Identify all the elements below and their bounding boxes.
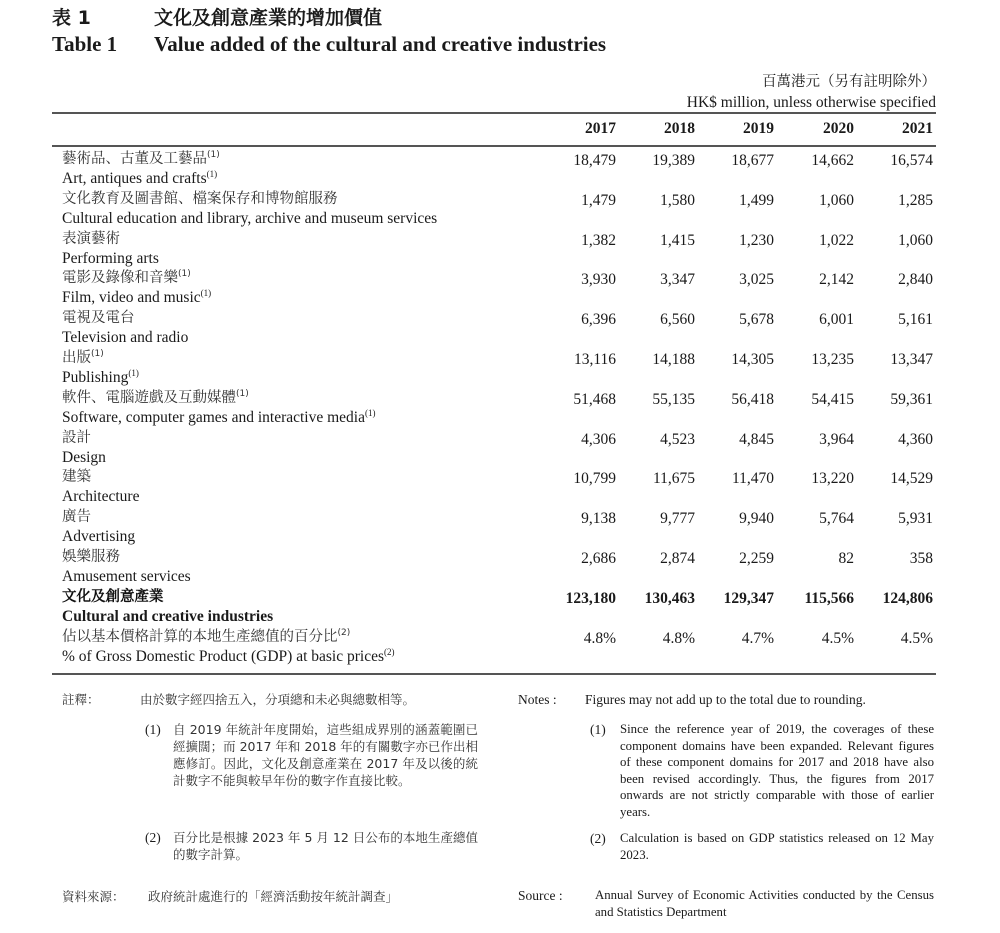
row-label-en: [62, 408, 376, 428]
row-label-zh-text: 建築: [62, 469, 91, 486]
cell-2017: 13,116: [573, 351, 616, 368]
row-label-en-text: Design: [62, 448, 106, 466]
table-row: [0, 467, 1000, 507]
cell-2020: 82: [838, 550, 854, 567]
cell-2017: 4.8%: [583, 629, 616, 647]
row-label-zh: [62, 627, 350, 647]
cell-2021: 14,529: [890, 470, 933, 488]
note1-mark-en: (1): [590, 722, 606, 737]
cell-2021: 5,161: [898, 311, 933, 329]
cell-2017: 6,396: [581, 311, 616, 329]
table-row: [0, 348, 1000, 388]
row-label-zh-text: 軟件、電腦遊戲及互動媒體: [62, 389, 236, 406]
source-label-en: Source :: [518, 888, 563, 903]
table-row: [0, 268, 1000, 308]
cell-2021: 16,574: [890, 152, 933, 169]
cell-2019: 129,347: [723, 589, 774, 607]
row-label-zh: [62, 308, 135, 328]
row-label-en: [62, 527, 135, 547]
cell-2017: 4,306: [581, 430, 616, 448]
row-label-en: [62, 647, 395, 667]
row-label-zh-text: 文化及創意產業: [62, 588, 164, 605]
cell-2019: 18,677: [731, 152, 774, 169]
footnote-marker: (1): [207, 150, 220, 161]
note1-en: Since the reference year of 2019, the coverages of these component domains have been expanded. Relevant figures of these component domains for 2017 and 2018 have also been revised accordingly. Thus, the figures from 2017 onwards are not strictly comparable with those of earlier years.: [620, 722, 934, 819]
cell-2021: 1,060: [898, 231, 933, 249]
row-label-zh: [62, 268, 191, 288]
table-row: [0, 189, 1000, 229]
notes-label-en: Notes :: [518, 692, 557, 707]
cell-2018: 11,675: [652, 470, 695, 488]
cell-2020: 4.5%: [821, 629, 854, 647]
cell-2020: 14,662: [811, 152, 854, 169]
column-header-2017: 2017: [585, 120, 616, 137]
table-row: [0, 627, 1000, 667]
unit-note-zh: 百萬港元（另有註明除外）: [762, 74, 936, 90]
cell-2018: 4.8%: [662, 629, 695, 647]
cell-2021: 59,361: [890, 390, 933, 408]
cell-2019: 4,845: [739, 430, 774, 448]
cell-2017: 3,930: [581, 271, 616, 289]
note2-mark-en: (2): [590, 831, 606, 846]
footnote-marker: (1): [200, 288, 212, 299]
footnote-marker: (2): [337, 627, 351, 638]
cell-2017: 123,180: [565, 589, 616, 607]
cell-2019: 1,230: [739, 231, 774, 249]
cell-2020: 3,964: [819, 430, 854, 448]
row-label-en: [62, 328, 188, 348]
row-label-zh: [62, 229, 120, 249]
cell-2017: 18,479: [573, 152, 616, 169]
row-label-en: [62, 288, 211, 308]
cell-2020: 115,566: [804, 589, 854, 607]
cell-2019: 56,418: [731, 390, 774, 408]
table-label-en: Table 1: [52, 32, 118, 56]
footnote-marker: (1): [91, 349, 104, 360]
row-label-zh-text: 廣告: [62, 509, 91, 526]
cell-2021: 1,285: [898, 191, 933, 209]
cell-2021: 4,360: [898, 430, 933, 448]
cell-2018: 14,188: [652, 351, 695, 368]
cell-2020: 13,235: [811, 351, 854, 368]
table-row-total: [0, 587, 1000, 627]
column-header-row: [0, 120, 1000, 142]
note2-mark-zh: (2): [145, 830, 161, 845]
row-label-en-text: Publishing: [62, 369, 129, 386]
row-label-zh-text: 表演藝術: [62, 230, 120, 247]
footnote-marker: (1): [206, 168, 218, 179]
column-header-2018: 2018: [664, 120, 695, 137]
cell-2017: 1,479: [581, 191, 616, 209]
row-label-zh: [62, 348, 104, 368]
cell-2017: 9,138: [581, 510, 616, 528]
row-label-zh-text: 娛樂服務: [62, 549, 120, 565]
row-label-zh-text: 藝術品、古董及工藝品: [62, 151, 207, 167]
cell-2017: 1,382: [581, 231, 616, 249]
source-zh: 政府統計處進行的「經濟活動按年統計調查」: [148, 889, 399, 904]
note2-zh: 百分比是根據 2023 年 5 月 12 日公布的本地生產總值的數字計算。: [173, 830, 478, 862]
cell-2019: 5,678: [739, 311, 774, 329]
note1-mark-zh: (1): [145, 722, 161, 737]
cell-2021: 4.5%: [900, 629, 933, 647]
cell-2020: 13,220: [811, 470, 854, 488]
column-header-2020: 2020: [823, 120, 854, 137]
cell-2019: 4.7%: [741, 629, 774, 647]
row-label-en: [62, 607, 273, 627]
table-row: [0, 547, 1000, 587]
bottom-rule: [52, 673, 936, 675]
note1-zh: 自 2019 年統計年度開始，這些組成界別的涵蓋範圍已經擴闊；而 2017 年和 2018 年的有關數字亦已作出相應修訂。因此，文化及創意產業在 2017 年及以後的統計數字不能與較早年份的數字作直接比較。: [173, 722, 478, 788]
cell-2020: 6,001: [819, 311, 854, 329]
row-label-zh: [62, 507, 91, 527]
cell-2018: 130,463: [644, 589, 695, 607]
row-label-en-text: Cultural education and library, archive and museum services: [62, 209, 438, 227]
row-label-zh-text: 佔以基本價格計算的本地生產總值的百分比: [62, 628, 338, 645]
table-row: [0, 507, 1000, 547]
notes-label-zh: 註釋：: [62, 692, 100, 707]
cell-2021: 358: [909, 550, 933, 567]
row-label-en-text: Cultural and creative industries: [62, 607, 274, 625]
cell-2018: 6,560: [660, 311, 695, 329]
row-label-en-text: Performing arts: [62, 249, 159, 267]
row-label-en-text: Amusement services: [62, 568, 191, 585]
table-title-en: [52, 32, 606, 56]
row-label-zh-text: 電影及錄像和音樂: [62, 270, 178, 287]
row-label-zh: [62, 547, 120, 567]
cell-2020: 1,060: [819, 191, 854, 209]
table-row: [0, 388, 1000, 428]
top-rule: [52, 112, 936, 114]
table-row: [0, 308, 1000, 348]
source-en: Annual Survey of Economic Activities conducted by the Census and Statistics Department: [595, 888, 934, 919]
header-rule: [52, 145, 936, 147]
row-label-en-text: Architecture: [62, 488, 140, 506]
cell-2021: 2,840: [898, 271, 933, 289]
cell-2018: 3,347: [660, 271, 695, 289]
table-row: [0, 149, 1000, 189]
cell-2018: 1,580: [660, 191, 695, 209]
table-title-text-en: Value added of the cultural and creative industries: [154, 32, 607, 56]
cell-2018: 55,135: [652, 390, 695, 408]
row-label-zh-text: 出版: [62, 350, 91, 366]
cell-2019: 1,499: [739, 191, 774, 209]
cell-2019: 14,305: [731, 351, 774, 368]
cell-2017: 51,468: [573, 390, 616, 408]
cell-2020: 5,764: [819, 510, 854, 528]
row-label-en-text: Film, video and music: [62, 289, 201, 307]
row-label-zh: [62, 189, 338, 209]
cell-2018: 4,523: [660, 430, 695, 448]
source-label-zh: 資料來源：: [62, 889, 125, 904]
table-title-text-zh: 文化及創意產業的增加價值: [154, 7, 383, 29]
row-label-en-text: Advertising: [62, 528, 136, 546]
cell-2021: 5,931: [898, 510, 933, 528]
footnote-marker: (1): [128, 367, 139, 378]
row-label-en-text: Software, computer games and interactive media: [62, 408, 365, 426]
row-label-zh-text: 電視及電台: [62, 310, 135, 327]
table-title-zh: [52, 6, 382, 30]
notes-main-en: Figures may not add up to the total due to rounding.: [585, 692, 866, 707]
cell-2018: 9,777: [660, 510, 695, 528]
row-label-en: [62, 169, 217, 189]
row-label-en: [62, 249, 159, 269]
cell-2018: 1,415: [660, 231, 695, 249]
table-row: [0, 428, 1000, 468]
cell-2019: 9,940: [739, 510, 774, 528]
cell-2017: 2,686: [581, 550, 616, 567]
cell-2018: 2,874: [660, 550, 695, 567]
cell-2019: 2,259: [739, 550, 774, 567]
row-label-en: [62, 368, 139, 388]
table-row: [0, 229, 1000, 269]
column-header-2021: 2021: [902, 120, 933, 137]
cell-2017: 10,799: [573, 470, 616, 488]
row-label-zh: [62, 467, 91, 487]
row-label-zh: [62, 428, 91, 448]
cell-2020: 1,022: [819, 231, 854, 249]
row-label-en: [62, 448, 106, 468]
row-label-en-text: % of Gross Domestic Product (GDP) at basic prices: [62, 647, 384, 665]
cell-2020: 54,415: [811, 390, 854, 408]
unit-note-en: HK$ million, unless otherwise specified: [686, 94, 936, 111]
cell-2019: 3,025: [739, 271, 774, 289]
row-label-zh-text: 文化教育及圖書館、檔案保存和博物館服務: [62, 190, 338, 207]
footnote-marker: (1): [365, 407, 376, 418]
cell-2021: 124,806: [882, 589, 933, 607]
cell-2018: 19,389: [652, 152, 695, 169]
note2-en: Calculation is based on GDP statistics released on 12 May 2023.: [620, 831, 934, 862]
footnote-marker: (1): [178, 269, 191, 280]
row-label-en: [62, 209, 437, 229]
row-label-en: [62, 567, 191, 587]
row-label-zh: [62, 587, 164, 607]
row-label-en: [62, 487, 139, 507]
footnote-marker: (2): [384, 646, 395, 657]
cell-2019: 11,470: [731, 470, 774, 488]
row-label-en-text: Television and radio: [62, 329, 189, 347]
row-label-zh-text: 設計: [62, 429, 91, 446]
table-label-zh: 表 1: [52, 7, 91, 29]
column-header-2019: 2019: [743, 120, 774, 137]
cell-2021: 13,347: [890, 351, 933, 368]
cell-2020: 2,142: [819, 271, 854, 289]
notes-main-zh: 由於數字經四捨五入，分項總和未必與總數相等。: [140, 692, 416, 707]
row-label-zh: [62, 149, 220, 169]
footnote-marker: (1): [236, 388, 249, 399]
row-label-zh: [62, 388, 249, 408]
row-label-en-text: Art, antiques and crafts: [62, 170, 207, 187]
